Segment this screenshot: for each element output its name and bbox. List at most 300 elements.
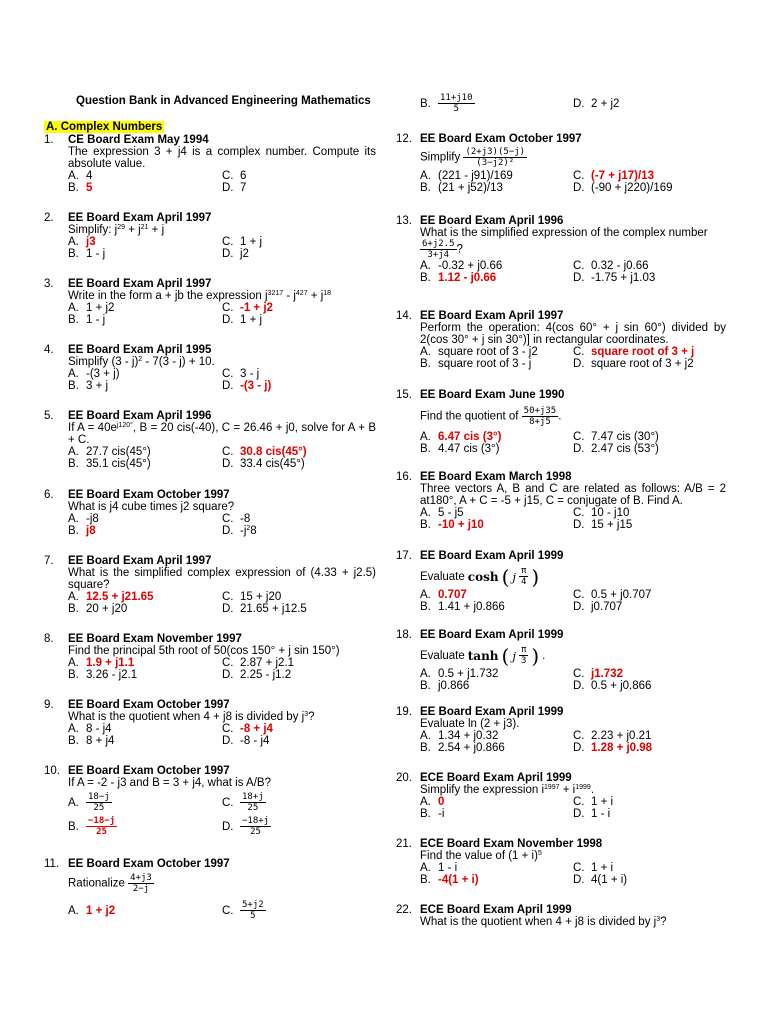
labels-d: D. (222, 735, 234, 747)
q18-b: j0.866 (438, 680, 470, 692)
q11-f-d: 2−j (132, 884, 150, 894)
q13-num: 13. (396, 215, 412, 227)
q17-num: 17. (396, 550, 412, 562)
question-11 (44, 858, 376, 921)
q10-stem: If A = -2 - j3 and B = 3 + j4, what is A/B? (68, 777, 271, 789)
q10-num: 10. (44, 765, 60, 777)
q22-sup1: 3 (656, 916, 661, 923)
q4-c: 3 - j (240, 368, 260, 380)
q17-stem: Evaluate (420, 570, 465, 583)
q21-a: 1 - i (438, 862, 458, 874)
labels-a: A. (68, 723, 79, 735)
q18-a: 0.5 + j1.732 (438, 668, 499, 680)
labels-c: C. (222, 904, 234, 917)
q3-sup1: 3217 (267, 290, 284, 297)
q18-d: 0.5 + j0.866 (591, 680, 652, 692)
q18-head: EE Board Exam April 1999 (420, 629, 564, 641)
question-13 (396, 215, 726, 284)
q17-arg-n: π (520, 566, 527, 576)
labels-a: A. (68, 796, 79, 809)
labels-c: C. (222, 513, 234, 525)
q2-c: 1 + j (240, 236, 263, 248)
q11-num: 11. (44, 858, 60, 870)
labels-b: B. (420, 182, 431, 194)
labels-c: C. (222, 368, 234, 380)
labels-a: A. (68, 513, 79, 525)
labels-c: C. (573, 589, 585, 601)
q6-d-sup: 2 (246, 525, 251, 532)
labels-c: C. (222, 657, 234, 669)
labels-b: B. (420, 808, 431, 820)
question-16 (396, 471, 726, 531)
question-15 (396, 389, 726, 455)
q18-fn: tanh (467, 648, 499, 663)
q8-c: 2.87 + j2.1 (240, 657, 295, 669)
q1-head: CE Board Exam May 1994 (68, 134, 209, 146)
labels-b: B. (68, 735, 79, 747)
q20-stem-a: Simplify the expression i (420, 784, 544, 796)
q20-stem-b: + i (559, 784, 576, 796)
answer-option-a: 1 + j2 (86, 904, 116, 917)
q10-a-d: 25 (93, 803, 105, 813)
labels-a: A. (68, 236, 79, 248)
q16-c: 10 - j10 (591, 507, 630, 519)
answer-option-a: j3 (86, 236, 96, 248)
labels-a: A. (420, 431, 431, 443)
q7-c: 15 + j20 (240, 591, 282, 603)
answer-option-c: square root of 3 + j (591, 346, 695, 358)
q21-num: 21. (396, 838, 412, 850)
q12-stem: Simplify (420, 151, 461, 164)
question-2 (44, 212, 376, 260)
labels-b: B. (68, 380, 79, 392)
labels-c: C. (222, 236, 234, 248)
labels-c: C. (573, 346, 585, 358)
labels-d: D. (573, 272, 585, 284)
q8-b: 3.26 - j2.1 (86, 669, 138, 681)
labels-d: D. (573, 808, 585, 820)
q10-a-n: 18−j (88, 792, 110, 802)
q2-stem-b: + j (125, 224, 141, 236)
q18-tail: . (542, 649, 546, 662)
q11-f-n: 4+j3 (130, 873, 152, 883)
q1-stem: The expression 3 + j4 is a complex number. Compute its absolute value. (68, 146, 376, 170)
q2-b: 1 - j (86, 248, 106, 260)
labels-d: D. (222, 820, 234, 833)
labels-d: D. (222, 525, 234, 537)
labels-c: C. (222, 591, 234, 603)
option-a: 4 (86, 170, 93, 182)
q16-d: 15 + j15 (591, 519, 633, 531)
labels-a: A. (420, 668, 431, 680)
q11-c-n: 5+j2 (242, 900, 264, 910)
q11-head: EE Board Exam October 1997 (68, 858, 230, 870)
labels-c: C. (573, 507, 585, 519)
q3-sup2: 427 (295, 290, 308, 297)
labels-d: D. (222, 182, 234, 194)
labels-c: C. (573, 730, 585, 742)
q22-head: ECE Board Exam April 1999 (420, 904, 572, 916)
question-21 (396, 838, 726, 886)
q22-num: 22. (396, 904, 412, 916)
answer-option-b (86, 816, 117, 837)
q3-sup3: 18 (323, 290, 332, 297)
q3-stem-c: + j (307, 290, 324, 302)
q11-stem: Rationalize (68, 877, 125, 890)
q6-a: -j8 (86, 513, 99, 525)
q6-head: EE Board Exam October 1997 (68, 489, 230, 501)
q15-head: EE Board Exam June 1990 (420, 389, 565, 401)
labels-a: A. (420, 730, 431, 742)
q16-a: 5 - j5 (438, 507, 464, 519)
q15-c: 7.47 cis (30°) (591, 431, 659, 443)
labels-b: B. (420, 358, 431, 370)
labels-d: D. (222, 314, 234, 326)
q11b-lbl-b: B. (420, 97, 431, 110)
q9-d: -8 - j4 (240, 735, 270, 747)
question-11-continued (420, 93, 726, 114)
q9-b: 8 + j4 (86, 735, 115, 747)
q20-b: -i (438, 808, 445, 820)
labels-c: C. (573, 431, 585, 443)
q6-num: 6. (44, 489, 54, 501)
q12-b: (21 + j52)/13 (438, 182, 503, 194)
question-3 (44, 278, 376, 326)
labels-c: C. (573, 796, 585, 808)
labels-d: D. (222, 603, 234, 615)
q2-stem-c: + j (148, 224, 165, 236)
labels-c: C. (222, 446, 234, 458)
labels-b: B. (420, 443, 431, 455)
question-22 (396, 904, 726, 928)
q15-num: 15. (396, 389, 412, 401)
question-12 (396, 133, 726, 194)
labels-b: B. (68, 820, 79, 833)
q6-d-b: 8 (250, 525, 257, 537)
labels-c: C. (222, 796, 234, 809)
labels-d: D. (222, 458, 234, 470)
q14-b: square root of 3 - j (438, 358, 532, 370)
q15-tail: . (558, 410, 562, 423)
question-1 (44, 134, 376, 194)
q5-d: 33.4 cis(45°) (240, 458, 305, 470)
q21-head: ECE Board Exam November 1998 (420, 838, 603, 850)
labels-b: B. (420, 680, 431, 692)
q10-c-n: 18+j (242, 792, 264, 802)
q8-stem: Find the principal 5th root of 50(cos 150° + j sin 150°) (68, 645, 340, 657)
section-heading: A. Complex Numbers (46, 121, 163, 133)
q1-num: 1. (44, 134, 54, 146)
q19-b: 2.54 + j0.866 (438, 742, 505, 754)
q2-stem-a: Simplify: j (68, 224, 118, 236)
labels-b: B. (420, 272, 431, 284)
q4-sup1: 2 (138, 356, 143, 363)
q16-stem: Three vectors A, B and C are related as follows: A/B = 2 at180°, A + C = -5 + j15, C = conjugate of B. Find A. (420, 483, 726, 507)
q10-d-n: −18+j (242, 816, 270, 826)
labels-b: B. (68, 458, 79, 470)
labels-a: A. (420, 589, 431, 601)
q12-f-d: (3−j2)² (476, 158, 515, 168)
q17-c: 0.5 + j0.707 (591, 589, 652, 601)
answer-option-d: -(3 - j) (240, 380, 272, 392)
q8-d: 2.25 - j1.2 (240, 669, 292, 681)
q7-stem: What is the simplified complex expression of (4.33 + j2.5) square? (68, 567, 376, 591)
q15-b: 4.47 cis (3°) (438, 443, 500, 455)
q5-head: EE Board Exam April 1996 (68, 410, 212, 422)
q4-stem-a: Simplify (3 - j) (68, 356, 139, 368)
q6-stem: What is j4 cube times j2 square? (68, 501, 235, 513)
q20-d: 1 - i (591, 808, 611, 820)
answer-option-c: -8 + j4 (240, 723, 273, 735)
q9-stem-b: ? (308, 711, 315, 723)
labels-b: B. (420, 742, 431, 754)
question-10 (44, 765, 376, 837)
labels-d: D. (573, 519, 585, 531)
q5-sup1: j120° (116, 422, 133, 429)
answer-option-b: 1.12 - j0.66 (438, 272, 497, 284)
q13-c: 0.32 - j0.66 (591, 260, 649, 272)
q9-head: EE Board Exam October 1997 (68, 699, 230, 711)
q16-num: 16. (396, 471, 412, 483)
q11b-d: 2 + j2 (591, 97, 620, 110)
q13-head: EE Board Exam April 1996 (420, 215, 564, 227)
q2-d: j2 (240, 248, 249, 260)
labels-a: A. (68, 904, 79, 917)
labels-c: C. (222, 723, 234, 735)
question-7 (44, 555, 376, 615)
q19-a: 1.34 + j0.32 (438, 730, 499, 742)
answer-option-b: -4(1 + i) (438, 874, 479, 886)
labels-d: D. (573, 680, 585, 692)
answer-option-d: 1.28 + j0.98 (591, 742, 653, 754)
question-6 (44, 489, 376, 537)
q20-c: 1 + i (591, 796, 614, 808)
labels-d: D. (573, 443, 585, 455)
labels-a: A. (68, 170, 79, 182)
q22-stem-a: What is the quotient when 4 + j8 is divided by j (420, 916, 657, 928)
q11b-b-d: 5 (453, 104, 459, 114)
answer-option-a: 12.5 + j21.65 (86, 591, 154, 603)
q14-stem: Perform the operation: 4(cos 60° + j sin 60°) divided by 2(cos 30° + j sin 30°)] in rectangular coordinates. (420, 322, 726, 346)
question-14 (396, 310, 726, 370)
q12-d: (-90 + j220)/169 (591, 182, 673, 194)
labels-c: C. (573, 260, 585, 272)
q10-b-d: 25 (96, 827, 107, 837)
labels-a: A. (420, 862, 431, 874)
labels-c: C. (573, 170, 585, 182)
q3-head: EE Board Exam April 1997 (68, 278, 212, 290)
q5-b: 35.1 cis(45°) (86, 458, 151, 470)
labels-d: D. (573, 601, 585, 613)
q4-stem-b: - 7(3 - j) + 10. (142, 356, 215, 368)
labels-b: B. (68, 314, 79, 326)
q13-f-n: 6+j2.5 (422, 239, 455, 249)
q20-sup2: 1999 (575, 784, 591, 791)
answer-option-c: 30.8 cis(45°) (240, 446, 307, 458)
q3-d: 1 + j (240, 314, 263, 326)
labels-a: A. (68, 591, 79, 603)
q21-sup1: 5 (537, 850, 542, 857)
q14-head: EE Board Exam April 1997 (420, 310, 564, 322)
q17-arg-d: 4 (520, 577, 527, 587)
q13-tail: ? (456, 243, 463, 256)
option-d: 7 (240, 182, 247, 194)
q15-f-d: 8+j5 (529, 417, 551, 427)
q18-arg-n: π (520, 645, 527, 655)
labels-a: A. (420, 507, 431, 519)
q7-head: EE Board Exam April 1997 (68, 555, 212, 567)
labels-b: B. (68, 669, 79, 681)
labels-a: A. (420, 796, 431, 808)
q19-num: 19. (396, 706, 412, 718)
q10-b-n: −18−j (88, 816, 116, 826)
labels-a: A. (420, 170, 431, 182)
q8-head: EE Board Exam November 1997 (68, 633, 242, 645)
answer-option-b: 5 (86, 182, 93, 194)
q2-sup2: 21 (140, 224, 149, 231)
q10-head: EE Board Exam October 1997 (68, 765, 230, 777)
q4-b: 3 + j (86, 380, 109, 392)
q9-a: 8 - j4 (86, 723, 112, 735)
q17-arg-a: j (512, 569, 516, 584)
q19-stem: Evaluate ln (2 + j3). (420, 718, 520, 730)
q21-c: 1 + i (591, 862, 614, 874)
answer-option-a: 6.47 cis (3°) (438, 431, 502, 443)
labels-c: C. (573, 862, 585, 874)
q13-a: -0.32 + j0.66 (438, 260, 503, 272)
question-17: 17. EE Board Exam April 1999 Evaluate cosh ( j $\frac{\pi}{4}$ ) A. 0.707 C. 0.5 + j0.707 B. 1.41 + j0.866 D. j0.707 (396, 550, 726, 613)
labels-b: B. (68, 248, 79, 260)
labels-a: A. (68, 657, 79, 669)
answer-option-a: 0 (438, 796, 445, 808)
q21-d: 4(1 + i) (591, 874, 628, 886)
q15-d: 2.47 cis (53°) (591, 443, 659, 455)
q11-c-d: 5 (250, 911, 256, 921)
q15-f-n: 50+j35 (523, 406, 557, 416)
answer-option-b: j8 (86, 525, 96, 537)
q19-c: 2.23 + j0.21 (591, 730, 652, 742)
q9-sup1: 3 (304, 711, 309, 718)
labels-d: D. (573, 182, 585, 194)
labels-c: C. (222, 302, 234, 314)
q13-f-d: 3+j4 (427, 250, 450, 260)
q20-stem-c: . (590, 784, 595, 796)
labels-d: D. (222, 248, 234, 260)
labels-d: D. (222, 669, 234, 681)
q13-stem: What is the simplified expression of the complex number (420, 227, 708, 239)
q16-head: EE Board Exam March 1998 (420, 471, 572, 483)
q6-d-a: -j (240, 525, 247, 537)
labels-a: A. (420, 260, 431, 272)
q14-a: square root of 3 - j2 (438, 346, 538, 358)
q17-d: j0.707 (591, 601, 623, 613)
q22-stem-b: ? (660, 916, 667, 928)
q17-b: 1.41 + j0.866 (438, 601, 505, 613)
labels-a: A. (68, 302, 79, 314)
q2-sup1: 29 (117, 224, 125, 231)
q4-num: 4. (44, 344, 54, 356)
question-8 (44, 633, 376, 681)
question-19 (396, 706, 726, 754)
q17-fn: cosh (467, 569, 499, 584)
q6-c: -8 (240, 513, 251, 525)
question-20 (396, 772, 726, 820)
q5-a: 27.7 cis(45°) (86, 446, 151, 458)
q5-stem-a: If A = 40e (68, 422, 117, 434)
q12-head: EE Board Exam October 1997 (420, 133, 582, 145)
question-9 (44, 699, 376, 747)
q4-a: -(3 + j) (86, 368, 120, 380)
labels-c: C. (573, 668, 585, 680)
q5-num: 5. (44, 410, 54, 422)
q3-num: 3. (44, 278, 54, 290)
answer-option-b: -10 + j10 (438, 519, 484, 531)
q14-num: 14. (396, 310, 412, 322)
q9-stem-a: What is the quotient when 4 + j8 is divided by j (68, 711, 305, 723)
q12-a: (221 - j91)/169 (438, 170, 513, 182)
labels-b: B. (68, 603, 79, 615)
labels-a: A. (420, 346, 431, 358)
q18-num: 18. (396, 629, 412, 641)
labels-d: D. (222, 380, 234, 392)
q20-head: ECE Board Exam April 1999 (420, 772, 572, 784)
labels-b: B. (68, 182, 79, 194)
q10-d-d: 25 (250, 827, 261, 837)
q3-stem-a: Write in the form a + jb the expression j (68, 290, 268, 302)
answer-option-c: (-7 + j17)/13 (591, 170, 654, 182)
q20-num: 20. (396, 772, 412, 784)
labels-a: A. (68, 446, 79, 458)
answer-option-c: j1.732 (591, 668, 623, 680)
question-5 (44, 410, 376, 470)
labels-c: C. (222, 170, 234, 182)
q5-stem-b: , B = 20 cis(-40), C = 26.46 + j0, solve for A + B + C. (68, 422, 376, 446)
q19-head: EE Board Exam April 1999 (420, 706, 564, 718)
document-title: Question Bank in Advanced Engineering Mathematics (76, 95, 371, 107)
q2-head: EE Board Exam April 1997 (68, 212, 212, 224)
q7-num: 7. (44, 555, 54, 567)
q9-num: 9. (44, 699, 54, 711)
q18-arg-d: 3 (520, 656, 527, 666)
q18-stem: Evaluate (420, 649, 465, 662)
q13-d: -1.75 + j1.03 (591, 272, 656, 284)
labels-b: B. (420, 874, 431, 886)
q4-head: EE Board Exam April 1995 (68, 344, 212, 356)
labels-b: B. (68, 525, 79, 537)
q3-a: 1 + j2 (86, 302, 115, 314)
labels-d: D. (573, 742, 585, 754)
q10-c-d: 25 (247, 803, 259, 813)
labels-b: B. (420, 601, 431, 613)
q12-num: 12. (396, 133, 412, 145)
answer-option-a: 1.9 + j1.1 (86, 657, 135, 669)
q14-d: square root of 3 + j2 (591, 358, 694, 370)
question-4 (44, 344, 376, 392)
q18-arg-a: j (512, 648, 516, 663)
labels-b: B. (420, 519, 431, 531)
q3-stem-b: - j (283, 290, 296, 302)
q21-stem-a: Find the value of (1 + i) (420, 850, 538, 862)
q3-b: 1 - j (86, 314, 106, 326)
q11b-b-n: 11+j10 (440, 93, 473, 103)
labels-d: D. (573, 358, 585, 370)
labels-a: A. (68, 368, 79, 380)
q7-d: 21.65 + j12.5 (240, 603, 307, 615)
q20-sup1: 1997 (544, 784, 560, 791)
q17-head: EE Board Exam April 1999 (420, 550, 564, 562)
answer-option-a: 0.707 (438, 589, 467, 601)
labels-d: D. (573, 874, 585, 886)
